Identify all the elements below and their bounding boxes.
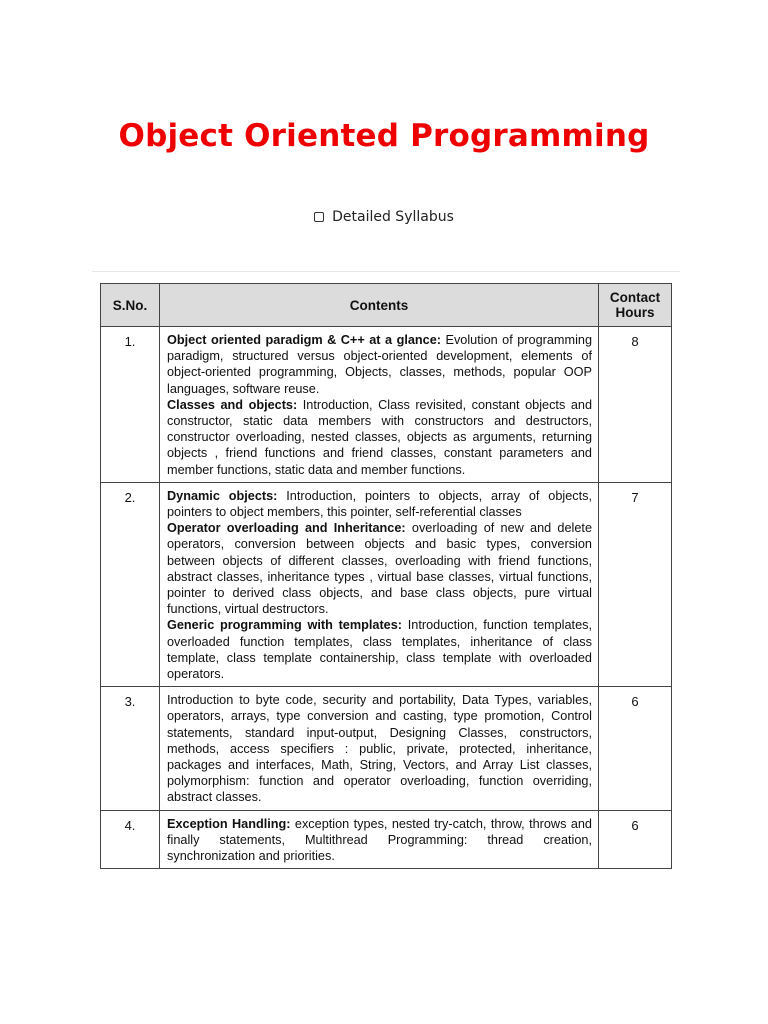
row-contents: [160, 327, 599, 483]
syllabus-table: [100, 283, 672, 869]
row-sno: 1.: [101, 327, 160, 483]
content-block: [167, 488, 592, 520]
divider: [92, 271, 680, 272]
subtitle-label: Detailed Syllabus: [332, 209, 454, 225]
header-sno: S.No.: [101, 284, 160, 327]
content-block: [167, 520, 592, 617]
table-row: [101, 687, 672, 810]
header-contents: Contents: [160, 284, 599, 327]
row-sno: 3.: [101, 687, 160, 810]
table-row: [101, 810, 672, 869]
row-hours: 8: [599, 327, 672, 483]
content-block: [167, 816, 592, 865]
row-sno: 4.: [101, 810, 160, 869]
table-header-row: [101, 284, 672, 327]
topic-heading: Exception Handling:: [167, 816, 291, 831]
table-row: [101, 482, 672, 686]
topic-heading: Generic programming with templates:: [167, 618, 403, 633]
topic-text: overloading of new and delete operators, conversion between objects and basic types, conversion between objects of different classes, overloading with friend functions, abstract classes, inheritance types , virtual base classes, virtual functions, pointer to derived class objects, and base class objects, pure virtual functions, virtual destructors.: [167, 521, 592, 617]
content-block: [167, 397, 592, 478]
topic-text: Evolution of programming paradigm, structured versus object-oriented development, elements of object-oriented programming, Objects, classes, methods, popular OOP languages, software reuse.: [167, 333, 592, 396]
page-title: Object Oriented Programming: [118, 118, 650, 154]
topic-heading: Dynamic objects:: [167, 488, 278, 503]
topic-text: Introduction, pointers to objects, array of objects, pointers to object members, this pointer, self-referential classes: [167, 488, 592, 520]
topic-text: Introduction to byte code, security and portability, Data Types, variables, operators, arrays, type conversion and casting, type promotion, Control statements, standard input-output, Designing Classes, constructors, methods, access specifiers : public, private, protected, inheritance, packages and interfaces, Math, String, Vectors, and Array List classes, polymorphism: function and operator overloading, function overriding, abstract classes.: [167, 693, 592, 805]
row-hours: 7: [599, 482, 672, 686]
topic-heading: Classes and objects:: [167, 397, 298, 412]
content-block: [167, 692, 592, 805]
content-block: [167, 332, 592, 397]
row-contents: [160, 687, 599, 810]
topic-heading: Operator overloading and Inheritance:: [167, 521, 406, 536]
row-contents: [160, 482, 599, 686]
detailed-syllabus-link[interactable]: [0, 209, 768, 225]
topic-text: Introduction, function templates, overloaded function templates, class templates, inheritance of class template, class template containership, class template with overloaded operators.: [167, 618, 593, 682]
row-sno: 2.: [101, 482, 160, 686]
table-row: [101, 327, 672, 483]
topic-heading: Object oriented paradigm & C++ at a glance:: [167, 333, 441, 347]
checkbox-icon: [314, 212, 324, 222]
topic-text: exception types, nested try-catch, throw, throws and finally statements, Multithread Programming: thread creation, synchronization and priorities.: [167, 816, 592, 864]
content-block: [167, 617, 592, 682]
topic-text: Introduction, Class revisited, constant objects and constructor, static data members with constructors and destructors, constructor overloading, nested classes, objects as arguments, returning objects , friend functions and friend classes, constant parameters and member functions, static data and member functions.: [167, 397, 592, 477]
row-contents: [160, 810, 599, 869]
row-hours: 6: [599, 810, 672, 869]
header-hours: Contact Hours: [599, 284, 672, 327]
row-hours: 6: [599, 687, 672, 810]
